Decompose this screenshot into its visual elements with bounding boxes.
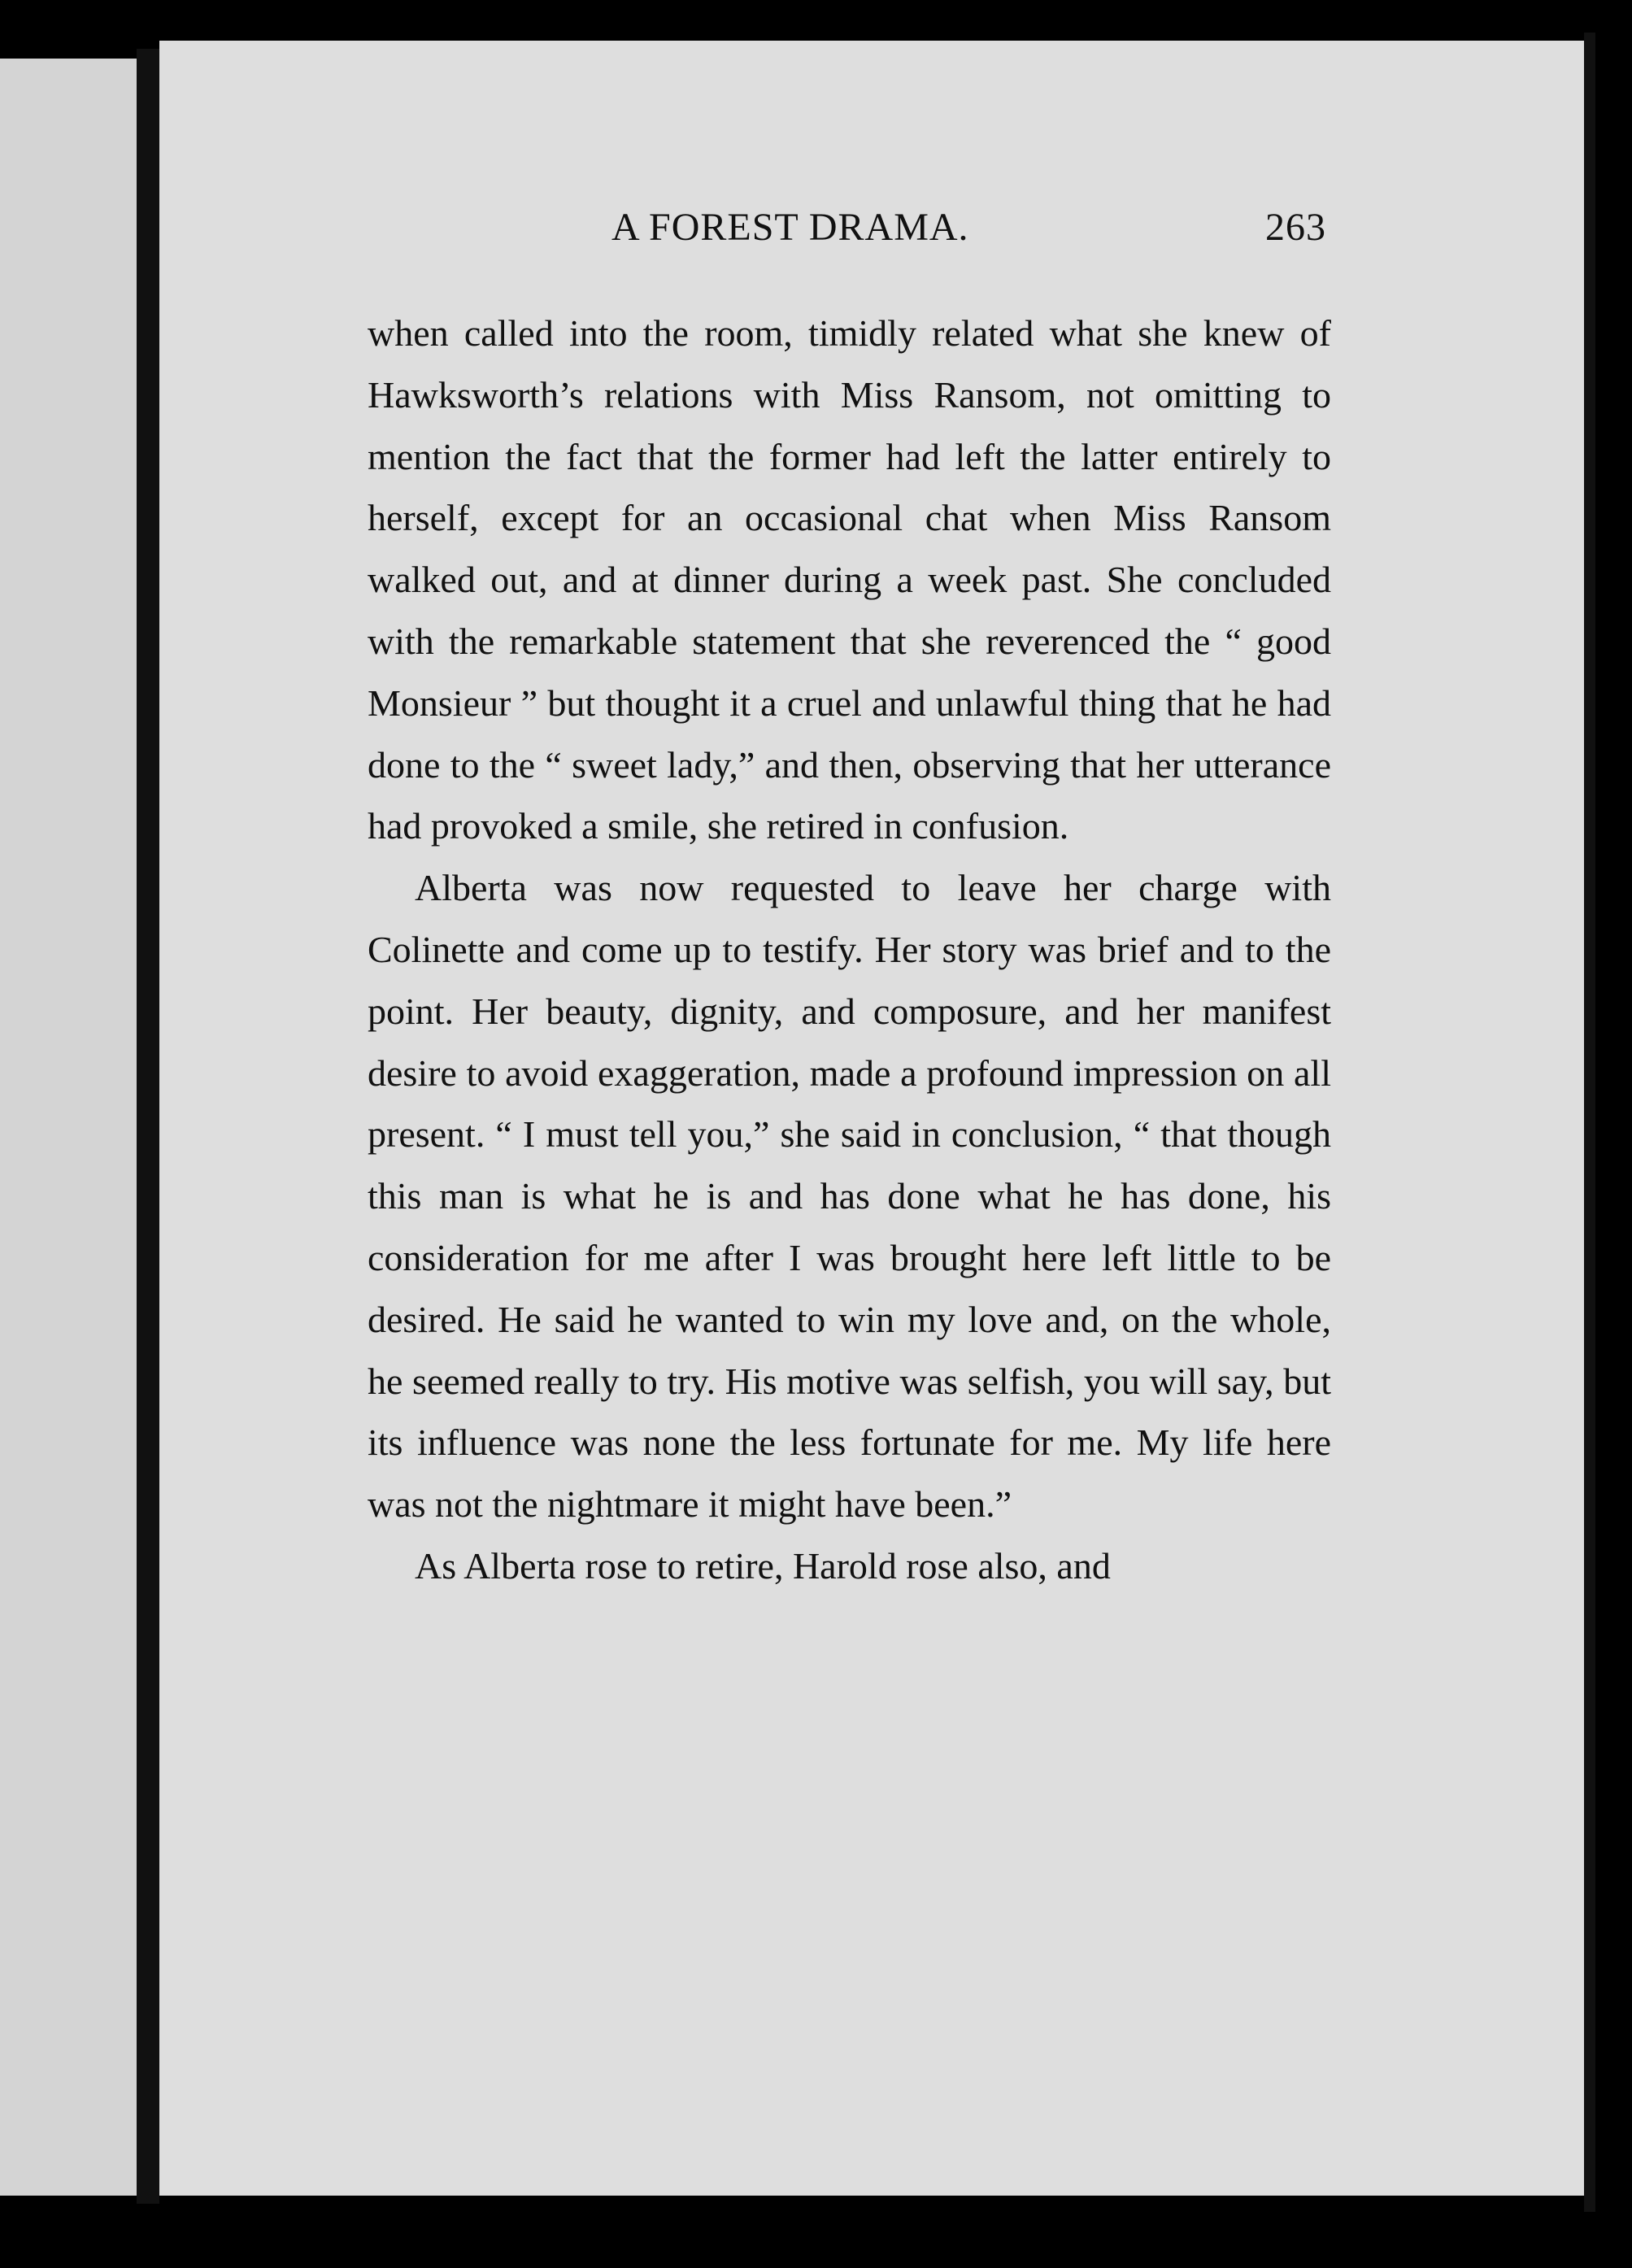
- page-text-block: [368, 198, 1331, 1597]
- book-gutter: [137, 49, 159, 2204]
- running-title: A FOREST DRAMA.: [611, 206, 969, 249]
- page-number: 263: [1265, 206, 1326, 249]
- right-page-edge: [1584, 33, 1595, 2212]
- paragraph-3: As Alberta rose to retire, Harold rose also, and: [415, 1544, 1111, 1587]
- paragraph-1: when called into the room, timidly related what she knew of Hawksworth’s relations with Miss Ransom, not omitting to mention the fact that the former had left the latter entirely to herself, except for an occasional chat when Miss Ransom walked out, and at dinner during a week past. She concluded with the remarkable statement that she reverenced the “ good Monsieur ” but thought it a cruel and unlawful thing that he had done to the “ sweet lady,” and then, observing that her utterance had provoked a smile, she retired in confusion.: [368, 312, 1331, 847]
- paragraph-2: Alberta was now requested to leave her charge with Colinette and come up to testify. Her story was brief and to the point. Her beauty, dignity, and composure, and her manifest desire to avoid exaggeration, made a profound impression on all present. “ I must tell you,” she said in conclusion, “ that though this man is what he is and has done what he has done, his consideration for me after I was brought here left little to be desired. He said he wanted to win my love and, on the whole, he seemed really to try. His motive was selfish, you will say, but its influence was none the less fortunate for me. My life here was not the nightmare it might have been.”: [368, 867, 1331, 1526]
- running-head: [368, 198, 1331, 257]
- body-text: [368, 303, 1331, 1597]
- left-page-edge: [0, 59, 137, 2196]
